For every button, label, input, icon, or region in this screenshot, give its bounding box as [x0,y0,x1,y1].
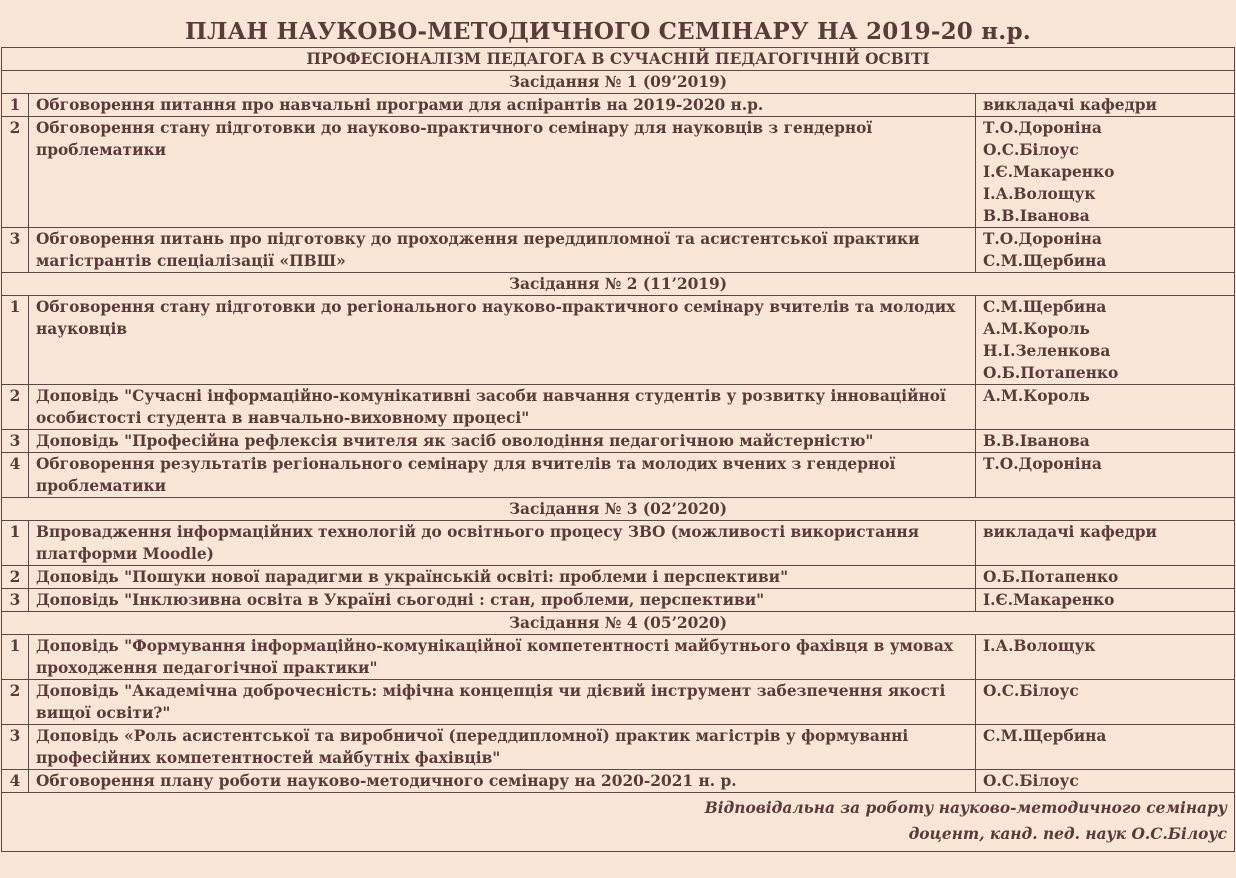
item-number: 4 [2,453,29,498]
item-number: 1 [2,635,29,680]
item-responsible [975,521,1234,566]
item-number: 1 [2,296,29,385]
item-topic: Доповідь "Формування інформаційно-комунікаційної компетентності майбутнього фахівця в умовах проходження педагогічної практики" [29,635,976,680]
item-responsible [975,770,1234,793]
item-responsible [975,589,1234,612]
responsible-person: Н.І.Зеленкова [982,342,1111,360]
item-topic: Впровадження інформаційних технологій до освітнього процесу ЗВО (можливості використання платформи Moodle) [29,521,976,566]
item-number: 3 [2,430,29,453]
responsible-person: С.М.Щербина [982,252,1107,270]
item-number: 2 [2,385,29,430]
responsible-person: О.С.Білоус [982,682,1079,700]
item-number: 3 [2,228,29,273]
item-responsible [975,453,1234,498]
table-row [2,770,1235,793]
responsible-person: В.В.Іванова [982,432,1090,450]
table-row [2,228,1235,273]
session-heading: Засідання № 3 (02’2020) [2,498,1235,521]
item-topic: Обговорення питань про підготовку до проходження переддипломної та асистентської практики магістрантів спеціалізації «ПВШ» [29,228,976,273]
responsible-person: С.М.Щербина [982,727,1107,745]
page-title: ПЛАН НАУКОВО-МЕТОДИЧНОГО СЕМІНАРУ НА 2019-20 н.р. [185,18,1031,45]
item-number: 1 [2,94,29,117]
table-row [2,680,1235,725]
responsible-person: О.Б.Потапенко [982,568,1119,586]
item-responsible [975,296,1234,385]
item-topic: Обговорення стану підготовки до науково-практичного семінару для науковців з гендерної проблематики [29,117,976,228]
responsible-person: І.Є.Макаренко [982,591,1115,609]
item-topic: Доповідь "Пошуки нової парадигми в українській освіті: проблеми і перспективи" [29,566,976,589]
item-number: 2 [2,680,29,725]
session-heading-row [2,612,1235,635]
responsible-person: О.С.Білоус [982,141,1079,159]
table-row [2,589,1235,612]
item-topic: Обговорення плану роботи науково-методичного семінару на 2020-2021 н. р. [29,770,976,793]
session-heading-row [2,273,1235,296]
responsible-person: С.М.Щербина [982,298,1107,316]
table-row [2,453,1235,498]
item-topic: Доповідь «Роль асистентської та виробничої (переддипломної) практик магістрів у формуванні професійних компетентностей майбутніх фахівців" [29,725,976,770]
table-row [2,385,1235,430]
table-row [2,521,1235,566]
item-responsible [975,680,1234,725]
footer-signature-line: доцент, канд. пед. наук О.С.Білоус [908,825,1227,843]
responsible-person: І.А.Волощук [982,185,1096,203]
item-responsible [975,635,1234,680]
footer-cell [2,793,1235,852]
item-responsible [975,117,1234,228]
table-row [2,635,1235,680]
item-topic: Обговорення стану підготовки до регіонального науково-практичного семінару вчителів та молодих науковців [29,296,976,385]
responsible-person: Т.О.Дороніна [982,119,1102,137]
item-number: 2 [2,117,29,228]
session-heading-row [2,71,1235,94]
table-row [2,296,1235,385]
responsible-person: В.В.Іванова [982,207,1090,225]
responsible-person: А.М.Король [982,387,1090,405]
table-row [2,117,1235,228]
item-responsible [975,725,1234,770]
subtitle-row [2,48,1235,71]
item-topic: Обговорення результатів регіонального семінару для вчителів та молодих вчених з гендерної проблематики [29,453,976,498]
table-subtitle: ПРОФЕСІОНАЛІЗМ ПЕДАГОГА В СУЧАСНІЙ ПЕДАГОГІЧНІЙ ОСВІТІ [2,48,1235,71]
item-number: 2 [2,566,29,589]
item-topic: Обговорення питання про навчальні програми для аспірантів на 2019-2020 н.р. [29,94,976,117]
item-number: 1 [2,521,29,566]
item-topic: Доповідь "Професійна рефлексія вчителя як засіб оволодіння педагогічною майстерністю" [29,430,976,453]
item-number: 3 [2,725,29,770]
item-number: 3 [2,589,29,612]
table-row [2,725,1235,770]
item-topic: Доповідь "Академічна доброчесність: міфічна концепція чи дієвий інструмент забезпечення якості вищої освіти?" [29,680,976,725]
responsible-person: І.Є.Макаренко [982,163,1115,181]
responsible-person: викладачі кафедри [982,523,1157,541]
item-topic: Доповідь "Інклюзивна освіта в Україні сьогодні : стан, проблеми, перспективи" [29,589,976,612]
responsible-person: О.С.Білоус [982,772,1079,790]
item-responsible [975,385,1234,430]
item-responsible [975,430,1234,453]
session-heading: Засідання № 2 (11’2019) [2,273,1235,296]
responsible-person: Т.О.Дороніна [982,230,1102,248]
table-row [2,566,1235,589]
item-responsible [975,566,1234,589]
session-heading: Засідання № 1 (09’2019) [2,71,1235,94]
seminar-plan-table [1,47,1235,852]
item-responsible [975,228,1234,273]
item-number: 4 [2,770,29,793]
session-heading: Засідання № 4 (05’2020) [2,612,1235,635]
item-responsible [975,94,1234,117]
responsible-person: викладачі кафедри [982,96,1157,114]
footer-responsible-line: Відповідальна за роботу науково-методичного семінару [704,799,1227,817]
table-row [2,94,1235,117]
responsible-person: Т.О.Дороніна [982,455,1102,473]
session-heading-row [2,498,1235,521]
footer-row [2,793,1235,852]
responsible-person: О.Б.Потапенко [982,364,1119,382]
responsible-person: А.М.Король [982,320,1090,338]
item-topic: Доповідь "Сучасні інформаційно-комунікативні засоби навчання студентів у розвитку інноваційної особистості студента в навчально-виховному процесі" [29,385,976,430]
responsible-person: І.А.Волощук [982,637,1096,655]
table-row [2,430,1235,453]
